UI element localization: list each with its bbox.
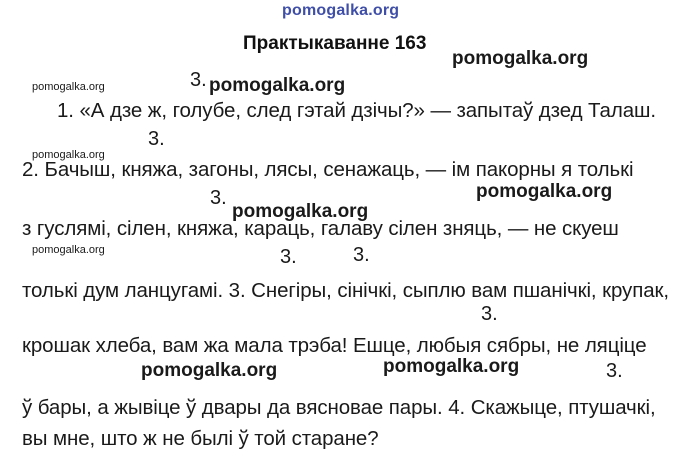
text-line-7: вы мне, што ж не былі ў той старане?	[22, 427, 379, 450]
grammar-mark: 3.	[148, 128, 165, 150]
watermark-right-mid: pomogalka.org	[476, 181, 613, 202]
text-line-5: крошак хлеба, вам жа мала трэба! Ешце, любыя сябры, не ляціце	[22, 334, 647, 357]
watermark-small-3: pomogalka.org	[32, 244, 105, 256]
header-watermark: pomogalka.org	[282, 2, 400, 19]
text-line-2: 2. Бачыш, княжа, загоны, лясы, сенажаць, — ім пакорны я толькі	[22, 158, 634, 181]
grammar-mark: 3.	[481, 303, 498, 325]
text-line-3: з гуслямі, сілен, княжа, караць, галаву сілен зняць, — не скуеш	[22, 217, 619, 240]
watermark-right-top: pomogalka.org	[452, 48, 589, 69]
watermark-bottom-right: pomogalka.org	[383, 356, 520, 377]
page-title: Практыкаванне 163	[243, 33, 427, 54]
watermark-small-1: pomogalka.org	[32, 81, 105, 93]
grammar-mark: 3.	[210, 187, 227, 209]
text-line-6: ў бары, а жывіце ў двары да вясновае пары. 4. Скажыце, птушачкі,	[22, 396, 656, 419]
grammar-mark: 3.	[190, 69, 207, 91]
text-line-1: 1. «А дзе ж, голубе, след гэтай дзічы?» — запытаў дзед Талаш.	[57, 99, 656, 122]
watermark-inline-1: pomogalka.org	[209, 75, 346, 96]
watermark-bottom-left: pomogalka.org	[141, 360, 278, 381]
grammar-mark: 3.	[280, 246, 297, 268]
text-line-4: толькі дум ланцугамі. 3. Снегіры, сінічкі, сыплю вам пшанічкі, крупак,	[22, 279, 669, 302]
watermark-small-2: pomogalka.org	[32, 149, 105, 161]
grammar-mark: 3.	[606, 360, 623, 382]
grammar-mark: 3.	[353, 244, 370, 266]
watermark-inline-2: pomogalka.org	[232, 201, 369, 222]
